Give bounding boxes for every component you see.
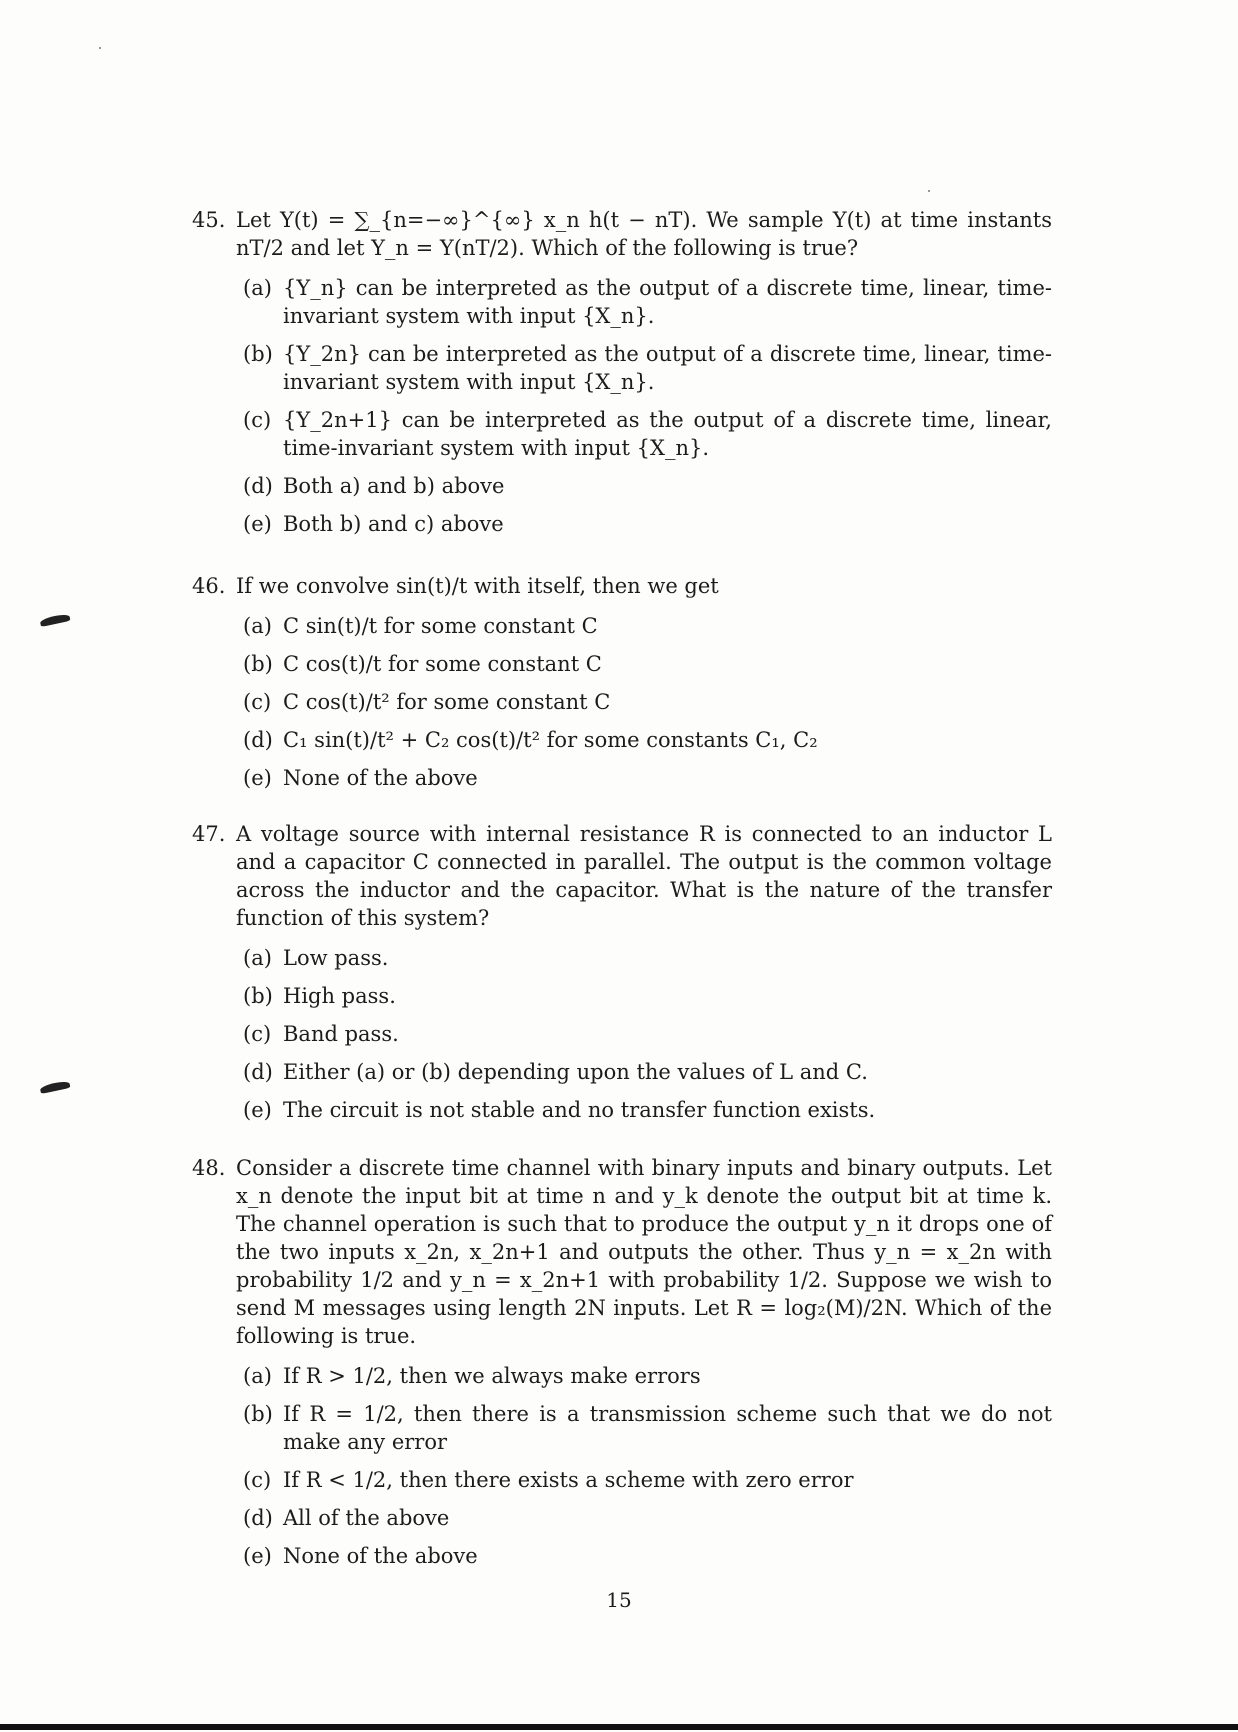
option-label: (e): [243, 766, 272, 790]
option-label: (c): [243, 1022, 272, 1046]
question-number: 47.: [192, 822, 226, 846]
option-text: C cos(t)/t² for some constant C: [283, 690, 611, 714]
option-label: (a): [243, 614, 272, 638]
option-label: (d): [243, 1060, 273, 1084]
option-label: (c): [243, 1468, 272, 1492]
option-item: [243, 1504, 1052, 1532]
option-text: If R < 1/2, then there exists a scheme with zero error: [283, 1468, 854, 1492]
option-label: (e): [243, 1098, 272, 1122]
option-text: {Y_2n} can be interpreted as the output of a discrete time, linear, time-invariant system with input {X_n}.: [283, 342, 1052, 394]
bottom-rule: [0, 1724, 1238, 1730]
option-text: C cos(t)/t for some constant C: [283, 652, 602, 676]
option-label: (d): [243, 1506, 273, 1530]
question-45: [192, 206, 1052, 548]
option-item: [243, 274, 1052, 330]
option-list: [243, 612, 1052, 792]
option-item: [243, 1096, 1052, 1124]
option-item: [243, 612, 1052, 640]
option-text: High pass.: [283, 984, 396, 1008]
question-number: 48.: [192, 1156, 226, 1180]
option-label: (c): [243, 690, 272, 714]
option-item: [243, 1542, 1052, 1570]
question-46: [192, 572, 1052, 802]
margin-mark: [39, 613, 70, 627]
option-text: {Y_2n+1} can be interpreted as the output of a discrete time, linear, time-invariant system with input {X_n}.: [283, 408, 1052, 460]
question-47: [192, 820, 1052, 1134]
option-text: Band pass.: [283, 1022, 399, 1046]
scan-speck: [928, 190, 930, 192]
option-label: (d): [243, 474, 273, 498]
option-text: All of the above: [283, 1506, 450, 1530]
option-label: (b): [243, 652, 273, 676]
option-text: Either (a) or (b) depending upon the values of L and C.: [283, 1060, 868, 1084]
option-text: If R > 1/2, then we always make errors: [283, 1364, 701, 1388]
option-list: [243, 1362, 1052, 1570]
margin-mark: [39, 1080, 70, 1094]
option-label: (e): [243, 512, 272, 536]
option-text: Low pass.: [283, 946, 389, 970]
option-label: (e): [243, 1544, 272, 1568]
option-text: None of the above: [283, 766, 478, 790]
question-number: 46.: [192, 574, 226, 598]
option-item: [243, 944, 1052, 972]
question-48: [192, 1154, 1052, 1580]
question-text: Consider a discrete time channel with binary inputs and binary outputs. Let x_n denote the input bit at time n and y_k denote the output bit at time k. The channel operation is such that to produce the output y_n it drops one of the two inputs x_2n, x_2n+1 and outputs the other. Thus y_n = x_2n with probability 1/2 and y_n = x_2n+1 with probability 1/2. Suppose we wish to send M messages using length 2N inputs. Let R = log₂(M)/2N. Which of the following is true.: [236, 1156, 1052, 1348]
option-text: If R = 1/2, then there is a transmission scheme such that we do not make any error: [283, 1402, 1052, 1454]
option-label: (b): [243, 342, 273, 366]
option-item: [243, 406, 1052, 462]
option-list: [243, 274, 1052, 538]
option-text: C sin(t)/t for some constant C: [283, 614, 598, 638]
option-label: (a): [243, 1364, 272, 1388]
question-text: If we convolve sin(t)/t with itself, then we get: [236, 574, 719, 598]
option-item: [243, 650, 1052, 678]
option-text: None of the above: [283, 1544, 478, 1568]
option-text: The circuit is not stable and no transfer function exists.: [283, 1098, 876, 1122]
option-item: [243, 472, 1052, 500]
option-item: [243, 510, 1052, 538]
option-text: Both a) and b) above: [283, 474, 505, 498]
option-item: [243, 1362, 1052, 1390]
option-label: (b): [243, 1402, 273, 1426]
option-list: [243, 944, 1052, 1124]
scan-speck: [99, 47, 101, 49]
option-item: [243, 764, 1052, 792]
option-label: (a): [243, 276, 272, 300]
option-label: (c): [243, 408, 272, 432]
option-item: [243, 1400, 1052, 1456]
option-label: (a): [243, 946, 272, 970]
option-text: {Y_n} can be interpreted as the output of a discrete time, linear, time-invariant system with input {X_n}.: [283, 276, 1052, 328]
page-number: 15: [606, 1588, 632, 1612]
option-item: [243, 1466, 1052, 1494]
option-label: (b): [243, 984, 273, 1008]
option-text: C₁ sin(t)/t² + C₂ cos(t)/t² for some constants C₁, C₂: [283, 728, 818, 752]
option-item: [243, 340, 1052, 396]
option-item: [243, 1020, 1052, 1048]
option-item: [243, 726, 1052, 754]
option-item: [243, 1058, 1052, 1086]
question-number: 45.: [192, 208, 226, 232]
option-item: [243, 982, 1052, 1010]
question-text: A voltage source with internal resistance R is connected to an inductor L and a capacitor C connected in parallel. The output is the common voltage across the inductor and the capacitor. What is the nature of the transfer function of this system?: [236, 822, 1052, 930]
option-item: [243, 688, 1052, 716]
question-text: Let Y(t) = ∑_{n=−∞}^{∞} x_n h(t − nT). We sample Y(t) at time instants nT/2 and let Y_n = Y(nT/2). Which of the following is true?: [236, 208, 1052, 260]
option-text: Both b) and c) above: [283, 512, 504, 536]
option-label: (d): [243, 728, 273, 752]
